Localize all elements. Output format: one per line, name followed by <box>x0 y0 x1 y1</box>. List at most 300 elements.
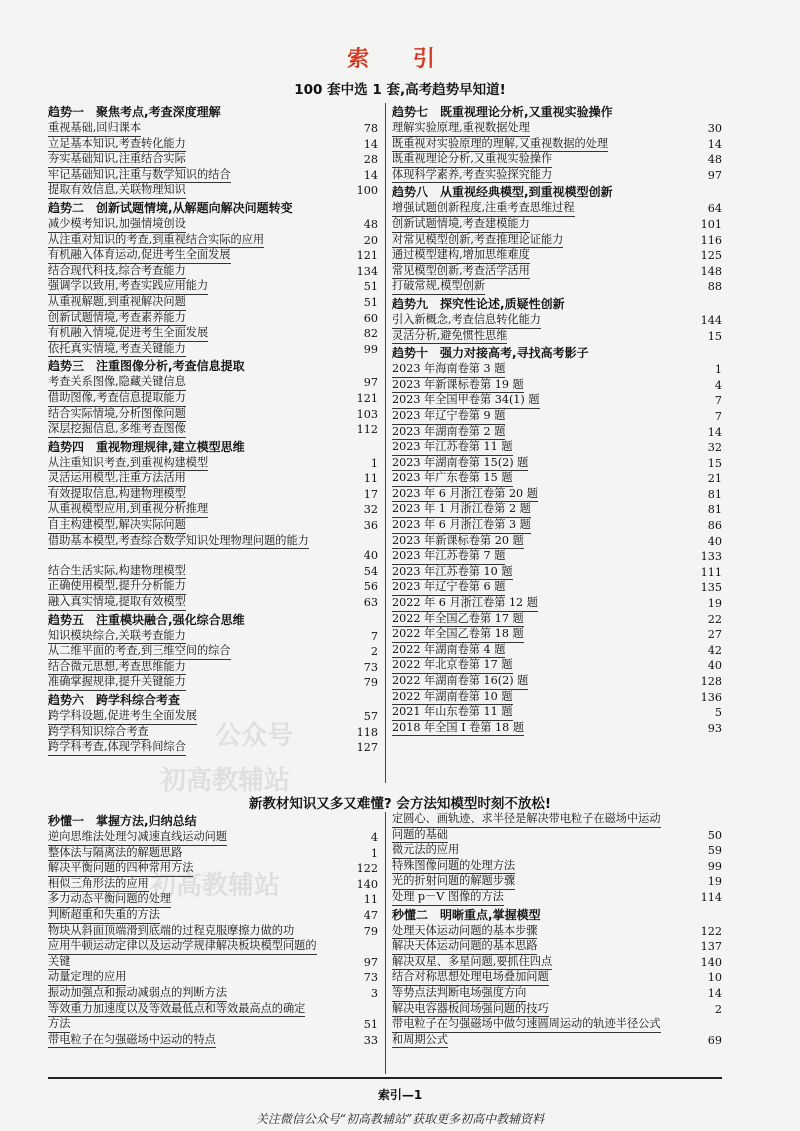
index-entry[interactable] <box>392 939 722 955</box>
entry-title: 逆向思维法处理匀减速直线运动问题 <box>48 830 227 846</box>
entry-page: 48 <box>363 217 378 231</box>
entry-page: 20 <box>363 233 378 247</box>
entry-page: 27 <box>707 628 722 642</box>
entry-title-continued: 和周期公式 <box>392 1033 448 1049</box>
index-entry[interactable] <box>392 721 722 737</box>
entry-page: 21 <box>707 472 722 486</box>
section-heading <box>392 296 722 313</box>
entry-title: 2023 年辽宁卷第 9 题 <box>392 409 505 425</box>
index-entry[interactable] <box>392 456 722 472</box>
entry-page: 93 <box>707 721 722 735</box>
entry-page: 17 <box>363 487 378 501</box>
entry-title: 2021 年山东卷第 11 题 <box>392 705 513 721</box>
entry-title: 借助图像,考查信息提取能力 <box>48 391 186 407</box>
section-heading <box>48 813 378 830</box>
entry-title-continued: 关键 <box>48 955 70 971</box>
entry-page: 69 <box>707 1033 722 1047</box>
entry-page: 127 <box>356 741 378 755</box>
index-entry[interactable] <box>48 471 378 487</box>
section-heading-key: 秒懂一 <box>48 814 85 828</box>
index-entry[interactable] <box>392 502 722 518</box>
index-entry[interactable] <box>48 970 378 986</box>
entry-page: 133 <box>700 550 722 564</box>
index-entry[interactable] <box>48 518 378 534</box>
entry-title: 振动加强点和振动减弱点的判断方法 <box>48 986 227 1002</box>
index-entry[interactable] <box>48 248 378 264</box>
entry-page: 73 <box>363 660 378 674</box>
section-heading-title: 强力对接高考,寻找高考影子 <box>440 346 589 361</box>
entry-title: 常见模型创新,考查活学活用 <box>392 264 530 280</box>
section-heading-key: 趋势五 <box>48 612 85 627</box>
entry-title: 重视基础,回归课本 <box>48 121 141 137</box>
index-entry[interactable] <box>392 393 722 409</box>
index-entry[interactable] <box>392 487 722 503</box>
entry-title: 2023 年辽宁卷第 6 题 <box>392 580 505 596</box>
index-entry[interactable] <box>392 627 722 643</box>
watermark-text: 初高教辅站 <box>160 766 291 796</box>
index-entry[interactable] <box>48 311 378 327</box>
entry-page: 122 <box>700 924 722 938</box>
entry-title: 2023 年全国甲卷第 34(1) 题 <box>392 393 540 409</box>
entry-page: 51 <box>363 1018 378 1032</box>
index-entry[interactable] <box>392 890 722 906</box>
index-entry[interactable] <box>392 201 722 217</box>
index-entry[interactable] <box>48 939 378 955</box>
entry-page: 14 <box>363 137 378 151</box>
section-heading-key: 趋势六 <box>48 693 85 707</box>
section-heading-title: 注重模块融合,强化综合思维 <box>96 612 245 627</box>
entry-title: 夯实基础知识,注重结合实际 <box>48 152 186 168</box>
index-entry[interactable] <box>48 644 378 660</box>
index-entry[interactable] <box>392 217 722 233</box>
index-entry[interactable] <box>48 137 378 153</box>
index-entry[interactable] <box>392 970 722 986</box>
index-entry[interactable] <box>392 409 722 425</box>
entry-title: 跨学科考查,体现学科间综合 <box>48 740 186 756</box>
entry-page: 3 <box>370 986 378 1000</box>
index-entry[interactable] <box>392 955 722 971</box>
index-entry-continued[interactable] <box>392 1033 722 1049</box>
index-entry[interactable] <box>392 534 722 550</box>
index-entry[interactable] <box>48 1002 378 1018</box>
subtitle-banner: 100 套中选 1 套,高考趋势早知道! <box>294 82 506 98</box>
section-heading-title: 跨学科综合考查 <box>96 693 181 707</box>
entry-page: 40 <box>363 549 378 563</box>
index-entry[interactable] <box>48 660 378 676</box>
entry-page: 4 <box>714 378 722 392</box>
section-heading-title: 聚焦考点,考查深度理解 <box>96 105 221 119</box>
entry-title: 提取有效信息,关联物理知识 <box>48 183 186 199</box>
entry-page: 134 <box>356 264 378 278</box>
section-heading <box>392 184 722 201</box>
entry-page: 32 <box>707 441 722 455</box>
index-entry-page-line <box>48 549 378 564</box>
index-entry[interactable] <box>48 152 378 168</box>
index-entry[interactable] <box>392 843 722 859</box>
index-entry[interactable] <box>48 564 378 580</box>
entry-title: 2022 年北京卷第 17 题 <box>392 658 513 674</box>
entry-page: 116 <box>700 233 722 247</box>
entry-title: 2023 年 6 月浙江卷第 3 题 <box>392 518 531 534</box>
index-entry[interactable] <box>392 674 722 690</box>
footer-note: 关注微信公众号“初高教辅站”获取更多初高中教辅资料 <box>255 1112 545 1126</box>
entry-page: 54 <box>363 564 378 578</box>
entry-page: 7 <box>370 629 378 643</box>
index-entry[interactable] <box>392 580 722 596</box>
index-entry[interactable] <box>392 643 722 659</box>
entry-title: 从重视模型应用,到重视分析推理 <box>48 502 208 518</box>
entry-title: 自主构建模型,解决实际问题 <box>48 518 186 534</box>
entry-title: 定圆心、画轨迹、求半径是解决带电粒子在磁场中运动 <box>392 812 661 828</box>
index-entry[interactable] <box>392 121 722 137</box>
section-heading-key: 趋势十 <box>392 346 429 361</box>
index-entry[interactable] <box>48 877 378 893</box>
index-entry[interactable] <box>48 183 378 199</box>
entry-page: 97 <box>363 376 378 390</box>
index-entry[interactable] <box>392 378 722 394</box>
index-entry[interactable] <box>392 233 722 249</box>
entry-title: 2022 年全国乙卷第 18 题 <box>392 627 524 643</box>
section-heading-key: 趋势七 <box>392 105 429 119</box>
section-heading <box>48 439 378 456</box>
index-entry[interactable] <box>48 986 378 1002</box>
entry-page: 32 <box>363 503 378 517</box>
entry-title: 2023 年新课标卷第 20 题 <box>392 534 524 550</box>
entry-page: 128 <box>700 675 722 688</box>
entry-title: 正确使用模型,提升分析能力 <box>48 579 186 595</box>
section-heading-title: 既重视理论分析,又重视实验操作 <box>440 105 613 119</box>
entry-page: 135 <box>700 581 722 595</box>
footer-rule <box>48 1077 722 1079</box>
index-entry[interactable] <box>392 152 722 168</box>
entry-page: 64 <box>707 202 722 216</box>
page-number: 索引—1 <box>377 1088 423 1102</box>
index-entry[interactable] <box>48 595 378 611</box>
entry-title: 等效重力加速度以及等效最低点和等效最高点的确定 <box>48 1002 305 1018</box>
entry-page: 112 <box>356 423 378 437</box>
entry-page: 137 <box>700 940 722 954</box>
index-entry[interactable] <box>48 846 378 862</box>
section-heading <box>48 692 378 709</box>
entry-title: 解决天体运动问题的基本思路 <box>392 939 537 955</box>
entry-title: 结合现代科技,综合考查能力 <box>48 264 186 280</box>
entry-title: 2022 年湖南卷第 4 题 <box>392 643 505 659</box>
entry-page: 22 <box>707 612 722 626</box>
entry-page: 11 <box>363 472 378 486</box>
entry-page: 47 <box>363 908 378 922</box>
index-entry[interactable] <box>392 874 722 890</box>
entry-title: 结合实际情境,分析图像问题 <box>48 407 186 423</box>
entry-title: 解决电容器板间场强问题的技巧 <box>392 1002 549 1018</box>
section-heading-title: 掌握方法,归纳总结 <box>96 814 197 828</box>
entry-title: 物块从斜面顶端滑到底端的过程克服摩擦力做的功 <box>48 924 294 940</box>
entry-title: 有机融入体育运动,促进考生全面发展 <box>48 248 231 264</box>
entry-page: 36 <box>363 519 378 533</box>
entry-title: 2023 年海南卷第 3 题 <box>392 362 505 378</box>
index-entry[interactable] <box>48 725 378 741</box>
entry-title: 依托真实情境,考查关键能力 <box>48 342 186 358</box>
index-entry[interactable] <box>48 908 378 924</box>
section-heading <box>48 612 378 629</box>
index-entry[interactable] <box>48 709 378 725</box>
entry-page: 40 <box>707 534 722 548</box>
entry-page: 1 <box>370 846 378 860</box>
entry-title: 光的折射问题的解题步骤 <box>392 874 515 890</box>
entry-title: 深层挖掘信息,多维考查图像 <box>48 422 186 438</box>
index-entry[interactable] <box>392 612 722 628</box>
entry-title: 等势点法判断电场强度方向 <box>392 986 526 1002</box>
index-entry[interactable] <box>392 362 722 378</box>
entry-title: 2022 年全国乙卷第 17 题 <box>392 612 524 628</box>
index-entry[interactable] <box>48 924 378 940</box>
entry-page: 59 <box>707 844 722 858</box>
index-column-right-top <box>392 103 722 736</box>
entry-page: 88 <box>707 280 722 294</box>
index-entry[interactable] <box>48 502 378 518</box>
index-entry[interactable] <box>48 422 378 438</box>
index-entry[interactable] <box>392 329 722 345</box>
entry-title: 既重视对实验原理的理解,又重视数据的处理 <box>392 137 608 153</box>
entry-page: 40 <box>707 659 722 673</box>
index-entry[interactable] <box>392 690 722 706</box>
index-entry[interactable] <box>392 279 722 295</box>
index-entry[interactable] <box>48 326 378 342</box>
index-column-left-top <box>48 103 378 756</box>
entry-page: 2 <box>370 645 378 659</box>
index-entry[interactable] <box>392 425 722 441</box>
entry-page: 5 <box>714 706 722 720</box>
entry-title: 处理天体运动问题的基本步骤 <box>392 924 537 940</box>
index-entry[interactable] <box>48 740 378 756</box>
entry-title: 从注重知识考查,到重视构建模型 <box>48 456 208 472</box>
section-heading-key: 秒懂二 <box>392 907 429 922</box>
entry-page: 33 <box>363 1033 378 1047</box>
entry-page: 19 <box>707 875 722 889</box>
entry-title: 2022 年湖南卷第 10 题 <box>392 690 513 706</box>
entry-page: 1 <box>370 456 378 470</box>
entry-title: 考查关系图像,隐藏关键信息 <box>48 375 186 391</box>
entry-page: 118 <box>356 725 378 739</box>
entry-title: 2023 年江苏卷第 10 题 <box>392 565 513 581</box>
index-entry[interactable] <box>392 1002 722 1018</box>
index-entry[interactable] <box>392 705 722 721</box>
entry-page: 97 <box>363 955 378 969</box>
entry-title: 牢记基础知识,注重与数学知识的结合 <box>48 168 231 184</box>
section-heading-title: 明晰重点,掌握模型 <box>440 907 541 922</box>
index-entry[interactable] <box>392 859 722 875</box>
index-entry[interactable] <box>392 518 722 534</box>
entry-title: 对常见模型创新,考查推理论证能力 <box>392 233 563 249</box>
index-entry[interactable] <box>48 534 378 550</box>
entry-page: 2 <box>714 1002 722 1016</box>
entry-title: 灵活分析,避免惯性思维 <box>392 329 507 345</box>
section-heading <box>392 907 722 924</box>
entry-page: 103 <box>356 407 378 421</box>
entry-title: 多力动态平衡问题的处理 <box>48 892 171 908</box>
entry-title: 2023 年广东卷第 15 题 <box>392 471 513 487</box>
index-entry[interactable] <box>48 629 378 645</box>
entry-page: 86 <box>707 519 722 533</box>
section-banner: 新教材知识又多又难懂? 会方法知模型时刻不放松! <box>248 796 552 812</box>
entry-page: 140 <box>356 877 378 891</box>
entry-page: 42 <box>707 643 722 657</box>
entry-page: 100 <box>356 184 378 198</box>
index-column-right-bottom <box>392 812 722 1048</box>
entry-title: 特殊图像问题的处理方法 <box>392 859 515 875</box>
index-entry[interactable] <box>48 407 378 423</box>
entry-title: 2023 年 6 月浙江卷第 20 题 <box>392 487 538 503</box>
index-entry[interactable] <box>48 391 378 407</box>
index-entry[interactable] <box>392 313 722 329</box>
entry-title: 带电粒子在匀强磁场中运动的特点 <box>48 1033 216 1049</box>
index-entry[interactable] <box>392 924 722 940</box>
column-divider <box>385 103 386 783</box>
entry-page: 10 <box>707 971 722 985</box>
index-entry[interactable] <box>392 137 722 153</box>
entry-page: 78 <box>363 122 378 135</box>
entry-title: 知识模块综合,关联考查能力 <box>48 629 186 645</box>
index-entry[interactable] <box>48 233 378 249</box>
entry-page: 57 <box>363 710 378 723</box>
section-heading <box>392 104 722 121</box>
entry-page: 28 <box>363 153 378 167</box>
entry-page: 136 <box>700 690 722 704</box>
index-entry[interactable] <box>48 579 378 595</box>
entry-title: 从二维平面的考查,到三维空间的综合 <box>48 644 231 660</box>
section-heading-title: 注重图像分析,考查信息提取 <box>96 359 245 374</box>
entry-title: 解决平衡问题的四种常用方法 <box>48 861 193 877</box>
entry-title: 2023 年江苏卷第 7 题 <box>392 549 505 565</box>
entry-title: 引入新概念,考查信息转化能力 <box>392 313 541 329</box>
section-heading-key: 趋势三 <box>48 359 85 374</box>
entry-page: 14 <box>707 986 722 1000</box>
entry-title: 创新试题情境,考查素养能力 <box>48 311 186 327</box>
entry-page: 14 <box>707 137 722 151</box>
section-heading-key: 趋势九 <box>392 296 429 311</box>
index-entry[interactable] <box>392 549 722 565</box>
section-heading-title: 重视物理规律,建立模型思维 <box>96 439 245 454</box>
section-heading <box>48 358 378 375</box>
entry-page: 7 <box>714 394 722 408</box>
entry-page: 73 <box>363 971 378 985</box>
entry-page: 60 <box>363 311 378 325</box>
index-entry[interactable] <box>392 264 722 280</box>
entry-page: 148 <box>700 264 722 278</box>
entry-title: 准确掌握规律,提升关键能力 <box>48 675 186 691</box>
index-entry-continued[interactable] <box>392 828 722 844</box>
index-entry[interactable] <box>392 168 722 184</box>
entry-page: 121 <box>356 391 378 405</box>
entry-title: 借助基本模型,考查综合数学知识处理物理问题的能力 <box>48 534 309 550</box>
entry-title: 2023 年江苏卷第 11 题 <box>392 440 513 456</box>
index-entry[interactable] <box>48 487 378 503</box>
entry-title: 创新试题情境,考查建模能力 <box>392 217 530 233</box>
entry-page: 51 <box>363 280 378 294</box>
entry-title-continued: 方法 <box>48 1017 70 1033</box>
entry-page: 14 <box>363 168 378 182</box>
entry-title: 带电粒子在匀强磁场中做匀速圆周运动的轨迹半径公式 <box>392 1017 661 1033</box>
index-entry[interactable] <box>392 1017 722 1033</box>
entry-page: 7 <box>714 409 722 423</box>
entry-title: 应用牛顿运动定律以及运动学规律解决板块模型问题的 <box>48 939 317 955</box>
entry-title: 有效提取信息,构建物理模型 <box>48 487 186 503</box>
index-entry[interactable] <box>48 1033 378 1049</box>
entry-page: 121 <box>356 249 378 263</box>
entry-page: 15 <box>707 456 722 470</box>
entry-page: 79 <box>363 676 378 690</box>
index-entry[interactable] <box>48 830 378 846</box>
entry-page: 111 <box>700 565 722 579</box>
entry-title: 从重视解题,到重视解决问题 <box>48 295 186 311</box>
entry-title: 通过模型建构,增加思维难度 <box>392 248 530 264</box>
index-entry[interactable] <box>392 248 722 264</box>
index-entry[interactable] <box>48 264 378 280</box>
entry-title: 2022 年湖南卷第 16(2) 题 <box>392 674 528 690</box>
entry-page: 101 <box>700 217 722 231</box>
section-heading <box>48 200 378 217</box>
index-entry[interactable] <box>48 342 378 358</box>
section-heading-key: 趋势一 <box>48 105 85 119</box>
entry-page: 15 <box>707 329 722 343</box>
entry-page: 14 <box>707 425 722 439</box>
entry-title: 理解实验原理,重视数据处理 <box>392 121 530 137</box>
entry-page: 48 <box>707 153 722 167</box>
index-entry[interactable] <box>392 565 722 581</box>
entry-page: 114 <box>700 890 722 904</box>
entry-page: 50 <box>707 828 722 842</box>
index-entry[interactable] <box>48 456 378 472</box>
entry-page: 97 <box>707 168 722 182</box>
index-entry[interactable] <box>392 596 722 612</box>
index-entry[interactable] <box>392 471 722 487</box>
index-entry[interactable] <box>48 375 378 391</box>
section-heading-key: 趋势二 <box>48 200 85 215</box>
column-divider <box>385 812 386 1074</box>
entry-title: 立足基本知识,考查转化能力 <box>48 137 186 153</box>
index-entry[interactable] <box>48 892 378 908</box>
entry-title: 整体法与隔离法的解题思路 <box>48 846 182 862</box>
index-entry[interactable] <box>392 440 722 456</box>
index-entry[interactable] <box>392 986 722 1002</box>
section-heading <box>48 104 378 121</box>
entry-page: 144 <box>700 313 722 327</box>
entry-page: 4 <box>370 831 378 844</box>
entry-title: 融入真实情境,提取有效模型 <box>48 595 186 611</box>
entry-title: 判断超重和失重的方法 <box>48 908 160 924</box>
index-entry[interactable] <box>48 279 378 295</box>
index-entry-continued[interactable] <box>48 955 378 971</box>
index-entry[interactable] <box>48 217 378 233</box>
index-entry[interactable] <box>392 812 722 828</box>
entry-page: 51 <box>363 295 378 309</box>
entry-title: 2018 年全国 Ⅰ 卷第 18 题 <box>392 721 524 737</box>
entry-title: 2023 年新课标卷第 19 题 <box>392 378 524 394</box>
watermark-text: 初高教辅站 <box>150 871 281 901</box>
index-entry[interactable] <box>48 295 378 311</box>
entry-title: 动量定理的应用 <box>48 970 126 986</box>
index-entry-continued[interactable] <box>48 1017 378 1033</box>
index-entry[interactable] <box>392 658 722 674</box>
index-entry[interactable] <box>48 675 378 691</box>
section-heading-title: 探究性论述,质疑性创新 <box>440 296 565 311</box>
index-entry[interactable] <box>48 168 378 184</box>
entry-title-continued: 问题的基础 <box>392 828 448 844</box>
entry-title: 2023 年湖南卷第 2 题 <box>392 425 505 441</box>
index-entry[interactable] <box>48 861 378 877</box>
entry-page: 99 <box>363 342 378 356</box>
index-entry[interactable] <box>48 121 378 137</box>
entry-page: 81 <box>707 503 722 517</box>
